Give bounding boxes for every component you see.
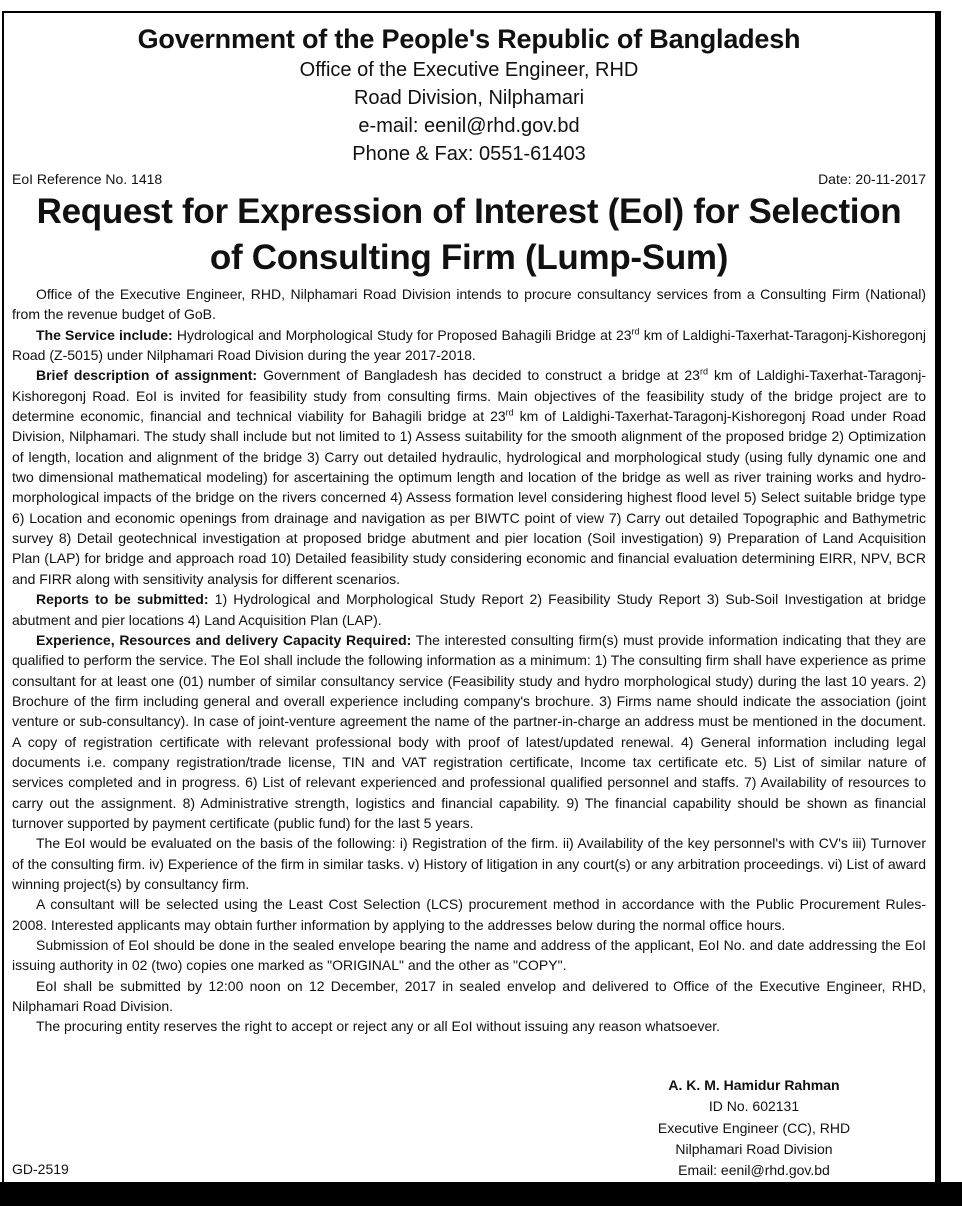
service-label: The Service include: xyxy=(36,326,173,343)
brief-text-c: km of Laldighi-Taxerhat-Taragonj-Kishoregonj Road under Road Division, Nilphamari. The study shall include but not limited to 1) Assess suitability for the smooth alignment of the proposed bridge 2) Optimization of length, location and alignment of the bridge 3) Carry out detailed hydraulic, hydrological and morphological study (using fully dynamic one and two dimensional mathematical modeling) for ascertaining the optimum length and location of the bridge as well as river training works and hydro-morphological impacts of the bridge on the rivers concerned 4) Assess formation level considering highest flood level 5) Select suitable bridge type 6) Location and economic openings from drainage and navigation as per BIWTC point of view 7) Carry out detailed Topographic and Bathymetric survey 8) Detail geotechnical investigation at proposed bridge abutment and pier location (Soil investigation) 9) Preparation of Land Acquisition Plan (LAP) for bridge and approach road 10) Detailed feasibility study considering economic and financial evaluation determining EIRR, NPV, BCR and FIRR along with sensitivity analysis for different scenarios. xyxy=(12,408,926,587)
reference-row xyxy=(12,171,926,187)
notice-content xyxy=(12,22,926,1037)
service-text-b: km of Laldighi-Taxerhat-Taragonj-Kishoregonj Road (Z-5015) under Nilphamari Road Division during the year 2017-2018. xyxy=(12,326,926,364)
service-superscript: rd xyxy=(631,326,640,337)
intro-text: Office of the Executive Engineer, RHD, Nilphamari Road Division intends to procure consultancy services from a Consulting Firm (National) from the revenue budget of GoB. xyxy=(12,286,926,323)
service-paragraph xyxy=(12,325,926,366)
brief-superscript-2: rd xyxy=(505,407,514,418)
notice-headline xyxy=(12,189,926,281)
signatory-email: Email: eenil@rhd.gov.bd xyxy=(678,1162,830,1179)
reservation-paragraph: The procuring entity reserves the right to accept or reject any or all EoI without issuing any reason whatsoever. xyxy=(36,1018,721,1035)
brief-text-a: Government of Bangladesh has decided to construct a bridge at 23 xyxy=(257,367,700,384)
signatory-designation: Executive Engineer (CC), RHD xyxy=(657,1119,851,1136)
signatory-id: ID No. 602131 xyxy=(708,1098,800,1115)
deadline-paragraph: EoI shall be submitted by 12:00 noon on 12 December, 2017 in sealed envelop and delivered to Office of the Executive Engineer, RHD, Nilphamari Road Division. xyxy=(12,977,926,1015)
reports-text: 1) Hydrological and Morphological Study Report 2) Feasibility Study Report 3) Sub-Soil Investigation at bridge abutment and pier locations 4) Land Acquisition Plan (LAP). xyxy=(12,591,926,628)
brief-superscript-1: rd xyxy=(699,366,708,377)
selection-paragraph: A consultant will be selected using the Least Cost Selection (LCS) procurement method in accordance with the Public Procurement Rules-2008. Interested applicants may obtain further information by applying to the addresses below during the normal office hours. xyxy=(12,896,926,933)
signature-block xyxy=(638,1075,870,1181)
gd-code: GD-2519 xyxy=(12,1161,69,1177)
experience-paragraph xyxy=(12,630,926,833)
headline-line-1: Request for Expression of Interest (EoI) for Selection xyxy=(36,192,902,231)
service-text-a: Hydrological and Morphological Study for Proposed Bahagili Bridge at 23 xyxy=(172,326,632,343)
experience-text: The interested consulting firm(s) must provide information indicating that they are qualified to perform the service. The EoI shall include the following information as a minimum: 1) The consulting firm shall have experience as prime consultant for at least one (01) number of similar consultancy service (Feasibility study and hydro morphological study) during the last 10 years. 2) Brochure of the firm including general and overall experience including company's brochure. 3) Firms name should indicate the association (joint venture or sub-consultancy). In case of joint-venture agreement the name of the partner-in-charge an address must be mentioned in the document. A copy of registration certificate with relevant professional body with proof of latest/updated renewal. 4) General information including legal documents i.e. company registration/trade license, TIN and VAT registration certificate, Income tax certificate etc. 5) List of similar nature of services completed and in progress. 6) List of relevant experienced and professional qualified personnel and staffs. 7) Availability of resources to carry out the assignment. 8) Administrative strength, logistics and financial capability. 9) The financial capability should be shown as financial turnover supported by payment certificate (public fund) for the last 5 years. xyxy=(12,631,926,831)
government-title: Government of the People's Republic of Bangladesh xyxy=(137,24,801,54)
evaluation-paragraph: The EoI would be evaluated on the basis of the following: i) Registration of the firm. ii) Availability of the key personnel's with CV's iii) Turnover of the consulting firm. iv) Experience of the firm in similar tasks. v) History of litigation in any court(s) or any arbitration proceedings. vi) List of award winning project(s) by consultancy firm. xyxy=(12,835,926,892)
submission-paragraph: Submission of EoI should be done in the sealed envelope bearing the name and address of the applicant, EoI No. and date addressing the EoI issuing authority in 02 (two) copies one marked as "ORIGINAL" and the other as "COPY". xyxy=(12,937,926,974)
eoi-reference-number: EoI Reference No. 1418 xyxy=(12,171,163,187)
signatory-division: Nilphamari Road Division xyxy=(675,1140,833,1157)
experience-label: Experience, Resources and delivery Capacity Required: xyxy=(36,631,412,648)
notice-date: Date: 20-11-2017 xyxy=(818,171,926,187)
office-phone: Phone & Fax: 0551-61403 xyxy=(352,143,586,165)
headline-line-2: of Consulting Firm (Lump-Sum) xyxy=(209,238,729,277)
division-name: Road Division, Nilphamari xyxy=(353,87,585,109)
reports-paragraph xyxy=(12,589,926,630)
office-name: Office of the Executive Engineer, RHD xyxy=(299,59,639,81)
bottom-black-bar xyxy=(0,1182,962,1206)
intro-paragraph xyxy=(12,284,926,325)
reports-label: Reports to be submitted: xyxy=(36,591,209,608)
brief-paragraph xyxy=(12,365,926,589)
brief-label: Brief description of assignment: xyxy=(36,367,258,384)
signatory-name: A. K. M. Hamidur Rahman xyxy=(668,1077,840,1093)
letterhead xyxy=(12,22,926,168)
office-email: e-mail: eenil@rhd.gov.bd xyxy=(358,115,580,137)
notice-body xyxy=(12,284,926,1037)
brief-text-b: km of Laldighi-Taxerhat-Taragonj-Kishoregonj Road. EoI is invited for feasibility study from consulting firms. Main objectives of the feasibility study of the bridge project are to determine economic, financial and technical viability for Bahagili bridge at 23 xyxy=(12,367,926,425)
